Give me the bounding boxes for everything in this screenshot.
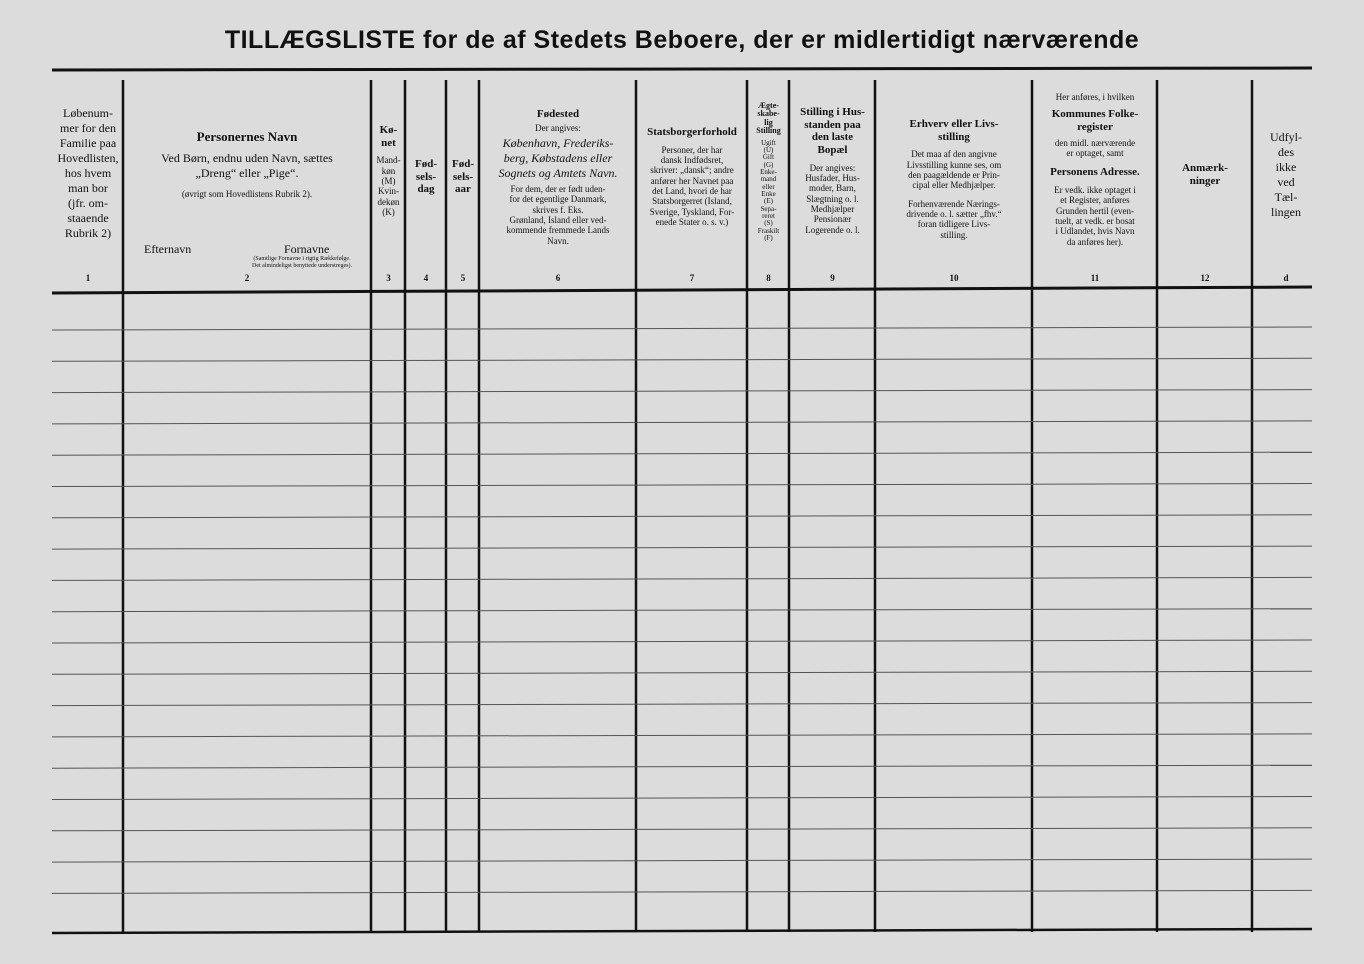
column-10-text: Det maa af den angivne Livsstilling kunne ses, om den paagældende er Prin- cipal eller Medhjælper. [906, 149, 1002, 191]
column-number-8: 8 [766, 273, 771, 283]
entry-row-line [52, 640, 1312, 643]
entry-row-line [52, 765, 1312, 768]
column-4-header [406, 78, 446, 268]
column-11-pre: Her anføres, i hvilken [1055, 92, 1135, 102]
column-10-title: Erhverv eller Livs- stilling [909, 118, 999, 143]
column-6-sub: Der angives: [535, 122, 581, 133]
column-1-header [52, 78, 124, 268]
column-number-5: 5 [460, 273, 466, 283]
column-5-title: Fød- sels- aar [452, 158, 474, 196]
column-2-line2: „Dreng“ eller „Pige“. [195, 165, 299, 180]
column-11-text: den midl. nærværende er optaget, samt [1054, 137, 1136, 158]
entry-row-line [52, 484, 1312, 487]
column-1-text: Løbenum- mer for den Familie paa Hovedlisten, hos hvem man bor (jfr. om- staaende Rubrik 2) [57, 105, 119, 240]
column-11-title: Kommunes Folke- register [1051, 108, 1139, 133]
column-number-2: 2 [244, 273, 250, 283]
entry-row-line [52, 515, 1312, 518]
column-2-line1: Ved Børn, endnu uden Navn, sættes [161, 150, 333, 165]
column-9-title: Stilling i Hus- standen paa den laste Bopæl [800, 106, 865, 156]
entry-row-line [52, 577, 1312, 580]
entry-row-line [52, 546, 1312, 549]
column-number-9: 9 [830, 273, 835, 283]
column-11-title2: Personens Adresse. [1050, 166, 1140, 179]
column-2-note: (øvrigt som Hovedlistens Rubrik 2). [181, 188, 313, 199]
column-number-1: 1 [85, 273, 91, 283]
column-6-title: Fødested [536, 108, 580, 120]
entry-row-line [52, 890, 1312, 893]
column-d-text: Udfyl- des ikke ved Tæl- lingen [1270, 130, 1302, 219]
column-7-header [637, 78, 747, 268]
column-5-header [447, 78, 479, 268]
column-d-header [1253, 78, 1319, 268]
entry-row-line [52, 390, 1312, 393]
column-number-6: 6 [555, 273, 561, 283]
column-2-header [124, 78, 370, 268]
column-number-12: 12 [1200, 273, 1210, 283]
entry-row-line [52, 703, 1312, 706]
entry-row-line [52, 452, 1312, 455]
column-2-title: Personernes Navn [196, 129, 298, 144]
entry-row-line [52, 859, 1312, 862]
column-3-title: Kø- net [379, 124, 398, 149]
column-12-title: Anmærk- ninger [1182, 162, 1228, 187]
entry-row-line [52, 671, 1312, 674]
column-9-text: Der angives: Husfader, Hus- moder, Barn, Slægtning o. l. Medhjælper Pensionær Logerende o. l. [805, 162, 860, 235]
column-6-italic: København, Frederiks- berg, Købstadens eller Sognets og Amtets Navn. [498, 135, 618, 180]
column-number-d: d [1283, 273, 1289, 283]
column-number-11: 11 [1090, 273, 1100, 283]
column-9-header [790, 78, 875, 268]
column-6-note: For dem, der er født uden- for det egentlige Danmark, skrives f. Eks. Grønland, Island eller ved- kommende fremmede Lands Navn. [506, 183, 610, 246]
entry-row-line [52, 734, 1312, 737]
column-number-3: 3 [386, 273, 391, 283]
column-11-header [1033, 78, 1157, 268]
column-8-header [748, 78, 789, 268]
column-4-title: Fød- sels- dag [415, 158, 437, 196]
column-6-header [480, 78, 636, 268]
column-7-text: Personer, der har dansk Indfødsret, skriver: „dansk“; andre anfører her Navnet paa det Land, hvori de har Statsborgerret (Island, Sverige, Tyskland, For- enede Stater o. s. v.) [649, 144, 735, 228]
column-3-header [372, 78, 405, 268]
column-8-title: Ægte- skabe- lig Stilling [756, 101, 781, 136]
column-3-text: Mand- køn (M) Kvin- dekøn (K) [376, 155, 401, 217]
entry-row-line [52, 327, 1312, 330]
column-7-title: Statsborgerforhold [647, 126, 737, 138]
column-10-header [876, 78, 1032, 268]
column-number-4: 4 [423, 273, 429, 283]
entry-row-line [52, 421, 1312, 424]
entry-row-line [52, 609, 1312, 612]
efternavn-label: Efternavn [144, 242, 192, 256]
column-number-7: 7 [689, 273, 695, 283]
column-8-text: Ugift (U) Gift (G) Enke- mand eller Enke (E) Sepa- reret (S) Fraskilt (F) [757, 138, 780, 243]
fornavne-label: Fornavne [284, 242, 330, 256]
column-12-header [1158, 78, 1252, 268]
entry-row-line [52, 358, 1312, 361]
page-title: TILLÆGSLISTE for de af Stedets Beboere, der er midlertidigt nærværende [224, 26, 1140, 54]
column-10-text2: Forhenværende Nærings- drivende o. l. sætter „fhv.“ foran tidligere Livs- stilling. [906, 198, 1002, 240]
column-11-text2: Er vedk. ikke optaget i et Register, anføres Grunden hertil (even- tuelt, at vedk. er bosat i Udlandet, hvis Navn da anføres her). [1054, 184, 1136, 247]
entry-row-line [52, 828, 1312, 831]
entry-row-line [52, 797, 1312, 800]
fornavne-note: (Samtlige Fornavne i rigtig Rækkefølge. Det almindeligst benyttede understreges). [252, 256, 352, 269]
column-number-10: 10 [949, 273, 959, 283]
